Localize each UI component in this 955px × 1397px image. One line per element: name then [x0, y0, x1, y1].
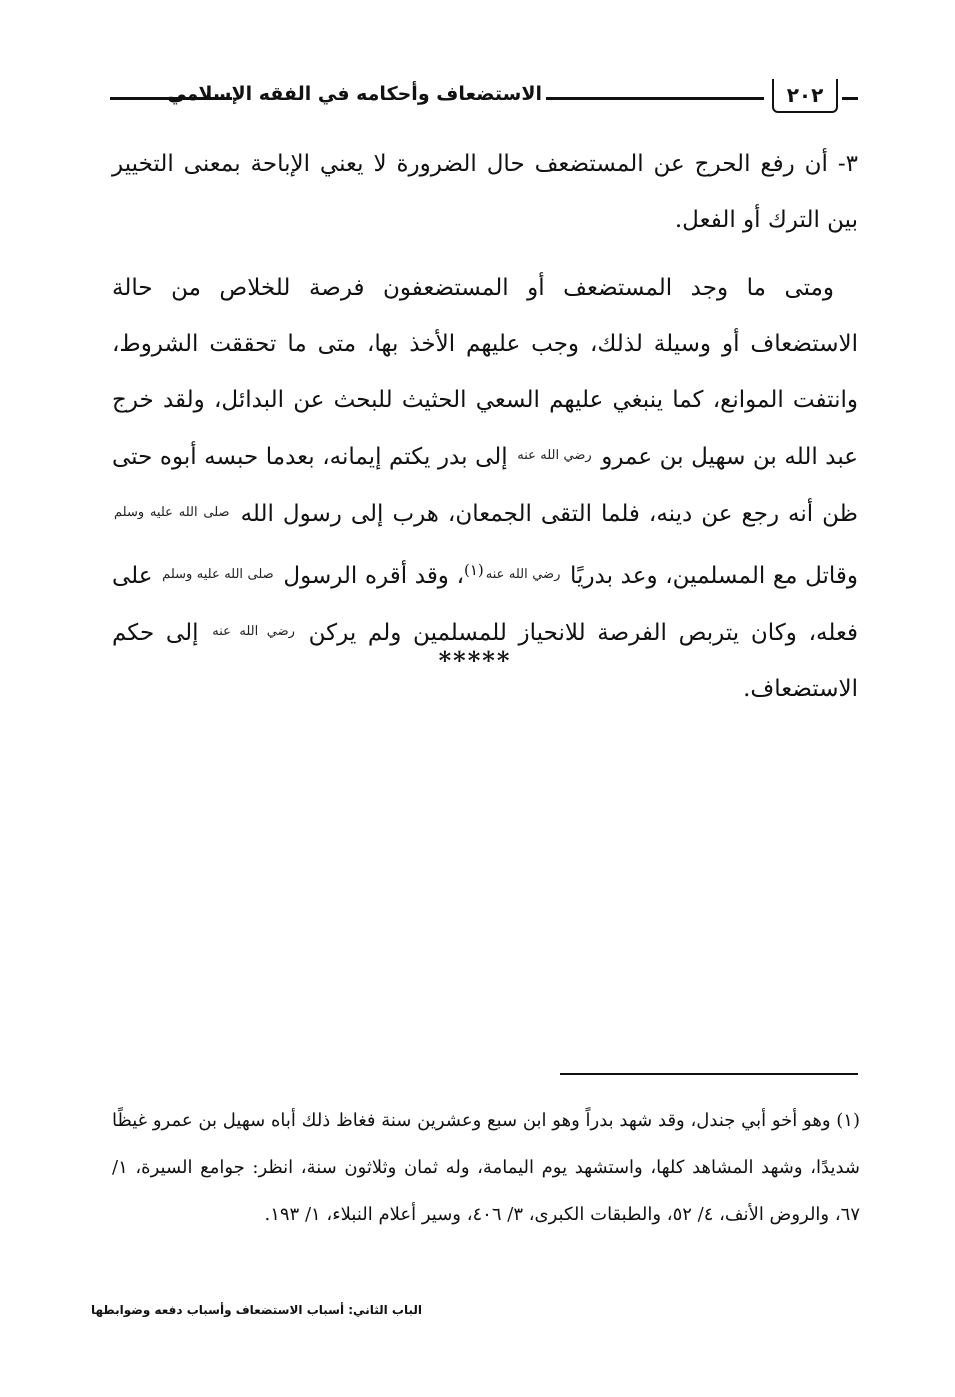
running-header: [110, 78, 858, 118]
header-rule-right: [842, 97, 858, 100]
footnote-reference[interactable]: (١): [464, 561, 484, 579]
honorific-radi-allahu-anhu: رضي الله عنه: [517, 448, 592, 463]
paragraph-2-part-e: على فعله، وكان يتربص الفرصة للانحياز للمسلمين ولم يركن: [112, 563, 859, 646]
paragraph-2-part-f: إلى حكم الاستضعاف.: [112, 620, 858, 702]
footnotes: [112, 1097, 860, 1238]
footnote-divider: [560, 1073, 858, 1075]
book-title: الاستضعاف وأحكامه في الفقه الإسلامي: [167, 83, 542, 105]
honorific-salla-allahu-alayhi: صلى الله عليه وسلم: [114, 505, 230, 520]
paragraph-2-part-c: وقاتل مع المسلمين، وعد بدريًا: [570, 563, 859, 589]
footnote-1: (١) وهو أخو أبي جندل، وقد شهد بدراً وهو ابن سبع وعشرين سنة فغاظ ذلك أباه سهيل بن عمرو غيظًا شديدًا، وشهد المشاهد كلها، واستشهد يوم اليمامة، وله ثمان وثلاثون سنة، انظر: جوامع السيرة، ١/ ٦٧، والروض الأنف، ٤/ ٥٢، والطبقات الكبرى، ٣/ ٤٠٦، وسير أعلام النبلاء، ١/ ١٩٣.: [112, 1110, 860, 1225]
honorific-salla-allahu-alayhi-2: صلى الله عليه وسلم: [162, 567, 274, 582]
page-number: ٢٠٢: [772, 79, 838, 113]
honorific-radi-allahu-anhu-2: رضي الله عنه: [485, 567, 561, 582]
main-text: [112, 136, 858, 717]
honorific-radi-allahu-anhu-3: رضي الله عنه: [212, 624, 295, 639]
paragraph-2-part-a: ومتى ما وجد المستضعف أو المستضعفون فرصة للخلاص من حالة الاستضعاف أو وسيلة لذلك، وجب عليهم الأخذ بها، متى ما تحققت الشروط، وانتفت الموانع، كما ينبغي عليهم السعي الحثيث للبحث عن البدائل، ولقد خرج عبد الله بن سهيل بن عمرو: [112, 275, 859, 470]
section-separator: *****: [438, 646, 512, 675]
paragraph-2-part-b: إلى بدر يكتم إيمانه، بعدما حبسه أبوه حتى ظن أنه رجع عن دينه، فلما التقى الجمعان، هرب إلى رسول الله: [112, 444, 858, 527]
header-rule-middle: [546, 97, 764, 100]
point-3-paragraph: ٣- أن رفع الحرج عن المستضعف حال الضرورة لا يعني الإباحة بمعنى التخيير بين الترك أو الفعل.: [112, 151, 858, 233]
chapter-footer: الباب الثاني: أسباب الاستضعاف وأسباب دفعه وضوابطها: [90, 1303, 422, 1317]
paragraph-2-part-d: ، وقد أقره الرسول: [283, 563, 464, 589]
